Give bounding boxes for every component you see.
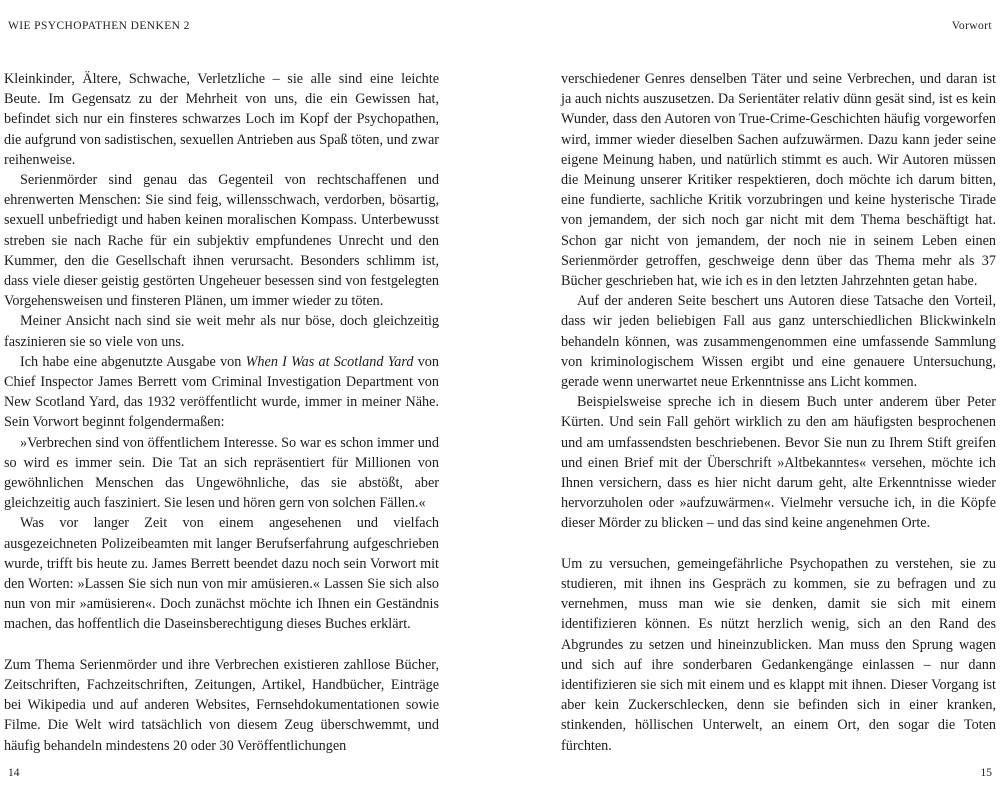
left-page-text xyxy=(4,69,439,756)
paragraph: Meiner Ansicht nach sind sie weit mehr als nur böse, doch gleichzeitig faszinieren sie so viele von uns. xyxy=(4,313,439,350)
paragraph: Auf der anderen Seite beschert uns Autoren diese Tatsache den Vorteil, dass wir jeden beliebigen Fall aus ganz unterschiedlichen Blickwinkeln behandeln können, was zusammengenommen eine umfassende Sammlung von kriminologischem Wissen ergibt und eine genauere Untersuchung, gerade wenn unerwartet neue Erkenntnisse ans Licht kommen. xyxy=(561,293,996,391)
page-number-left: 14 xyxy=(8,767,20,779)
paragraph: verschiedener Genres denselben Täter und seine Verbrechen, und daran ist ja auch nichts auszusetzen. Da Serientäter relativ dünn gesät sind, ist es kein Wunder, dass den Autoren von True-Crime-Geschichten häufig vorgeworfen wird, immer wieder dieselben Sachen aufzuwärmen. Dazu kann jeder seine eigene Meinung haben, und natürlich stimmt es auch. Wir Autoren müssen die Meinung unserer Kritiker respektieren, doch möchte ich darum bitten, eine fundierte, sachliche Kritik vorzubringen und keine hysterische Tirade von jemandem, der sich noch gar nicht mit dem Thema beschäftigt hat. Schon gar nicht von jemandem, der noch nie in seinem Leben einen Serienmörder getroffen, geschweige denn über das Thema mehr als 37 Bücher geschrieben hat, wie ich es in den letzten Jahrzehnten getan habe. xyxy=(561,71,996,290)
page-number-right: 15 xyxy=(980,767,992,779)
paragraph: Serienmörder sind genau das Gegenteil von rechtschaffenen und ehrenwerten Menschen: Sie sind feig, willensschwach, verdorben, bösartig, sexuell unbefriedigt und haben keinen moralischen Kompass. Unterbewusst streben sie nach Rache für ein subjektiv empfundenes Unrecht und den Kummer, den die Gesellschaft ihnen verursacht. Besonders schlimm ist, dass viele dieser geistig gestörten Ungeheuer besessen sind von festgelegten Vorgehensweisen und finsteren Plänen, um immer wieder zu töten. xyxy=(4,172,439,310)
paragraph-quote: »Verbrechen sind von öffentlichem Interesse. So war es schon immer und so wird es immer sein. Die Tat an sich repräsentiert für Millionen von gewöhnlichen Menschen das Ungewöhnliche, das sie abstößt, aber gleichzeitig auch fasziniert. Sie lesen und hören gern von solchen Fällen.« xyxy=(4,434,439,512)
paragraph: Zum Thema Serienmörder und ihre Verbrechen existieren zahllose Bücher, Zeitschriften, Fachzeitschriften, Zeitungen, Artikel, Handbücher, Einträge bei Wikipedia und auf anderen Websites, Fernsehdokumentationen sowie Filme. Die Welt wird tatsächlich von diesem Zeug überschwemmt, und häufig behandeln mindestens 20 oder 30 Veröffentlichungen xyxy=(4,656,439,754)
book-title: When I Was at Scotland Yard xyxy=(245,353,414,370)
running-head-right: Vorwort xyxy=(951,20,992,32)
paragraph: Um zu versuchen, gemeingefährliche Psychopathen zu verstehen, sie zu studieren, mit ihnen ins Gespräch zu kommen, sie zu befragen und zu vernehmen, muss man wie sie denken, damit sie sich mit einem identifizieren können. Es nützt herzlich wenig, sich an den Rand des Abgrundes zu setzen und hineinzublicken. Man muss den Sprung wagen und sich auf ihre sonderbaren Gedankengänge einlassen – nur dann identifizieren sie sich mit einem und es klappt mit ihnen. Dieser Vorgang ist aber kein Zuckerschlecken, denn sie befinden sich in einer kranken, stinkenden, höllischen Unterwelt, an einem Ort, den sogar die Toten fürchten. xyxy=(561,555,996,754)
paragraph: Was vor langer Zeit von einem angesehenen und vielfach ausgezeichneten Polizeibeamten mit langer Berufserfahrung aufgeschrieben wurde, trifft bis heute zu. James Berrett beendet dazu noch sein Vorwort mit den Worten: »Lassen Sie sich nun von mir amüsieren.« Lassen Sie sich also nun von mir »amüsieren«. Doch zunächst möchte ich Ihnen ein Geständnis machen, das hoffentlich die Daseinsberechtigung dieses Buches erklärt. xyxy=(4,515,439,633)
paragraph: Beispielsweise spreche ich in diesem Buch unter anderem über Peter Kürten. Und sein Fall gehört wirklich zu den am häufigsten besprochenen und am umfassendsten beschriebenen. Bevor Sie nun zu Ihrem Stift greifen und einen Brief mit der Überschrift »Altbekanntes« versehen, möchte ich Ihnen versichern, dass es hier nicht darum geht, alte Erkenntnisse wieder hervorzuholen oder »aufzuwärmen«. Vielmehr versuche ich, in die Köpfe dieser Mörder zu blicken – und das sind keine angenehmen Orte. xyxy=(561,394,996,532)
paragraph-with-book-title: Ich habe eine abgenutzte Ausgabe von When I Was at Scotland Yard von Chief Inspector James Berrett vom Criminal Investigation Department von New Scotland Yard, das 1932 veröffentlicht wurde, immer in meiner Nähe. Sein Vorwort beginnt folgendermaßen: xyxy=(4,353,439,431)
paragraph: Kleinkinder, Ältere, Schwache, Verletzliche – sie alle sind eine leichte Beute. Im Gegensatz zu der Mehrheit von uns, die ein Gewissen hat, befindet sich nur ein finsteres schwarzes Loch im Kopf der Psychopathen, die aufgrund von sadistischen, sexuellen Antrieben aus Spaß töten, und zwar reihenweise. xyxy=(4,71,439,168)
right-page-text xyxy=(561,69,996,756)
running-head-left: WIE PSYCHOPATHEN DENKEN 2 xyxy=(8,20,190,32)
